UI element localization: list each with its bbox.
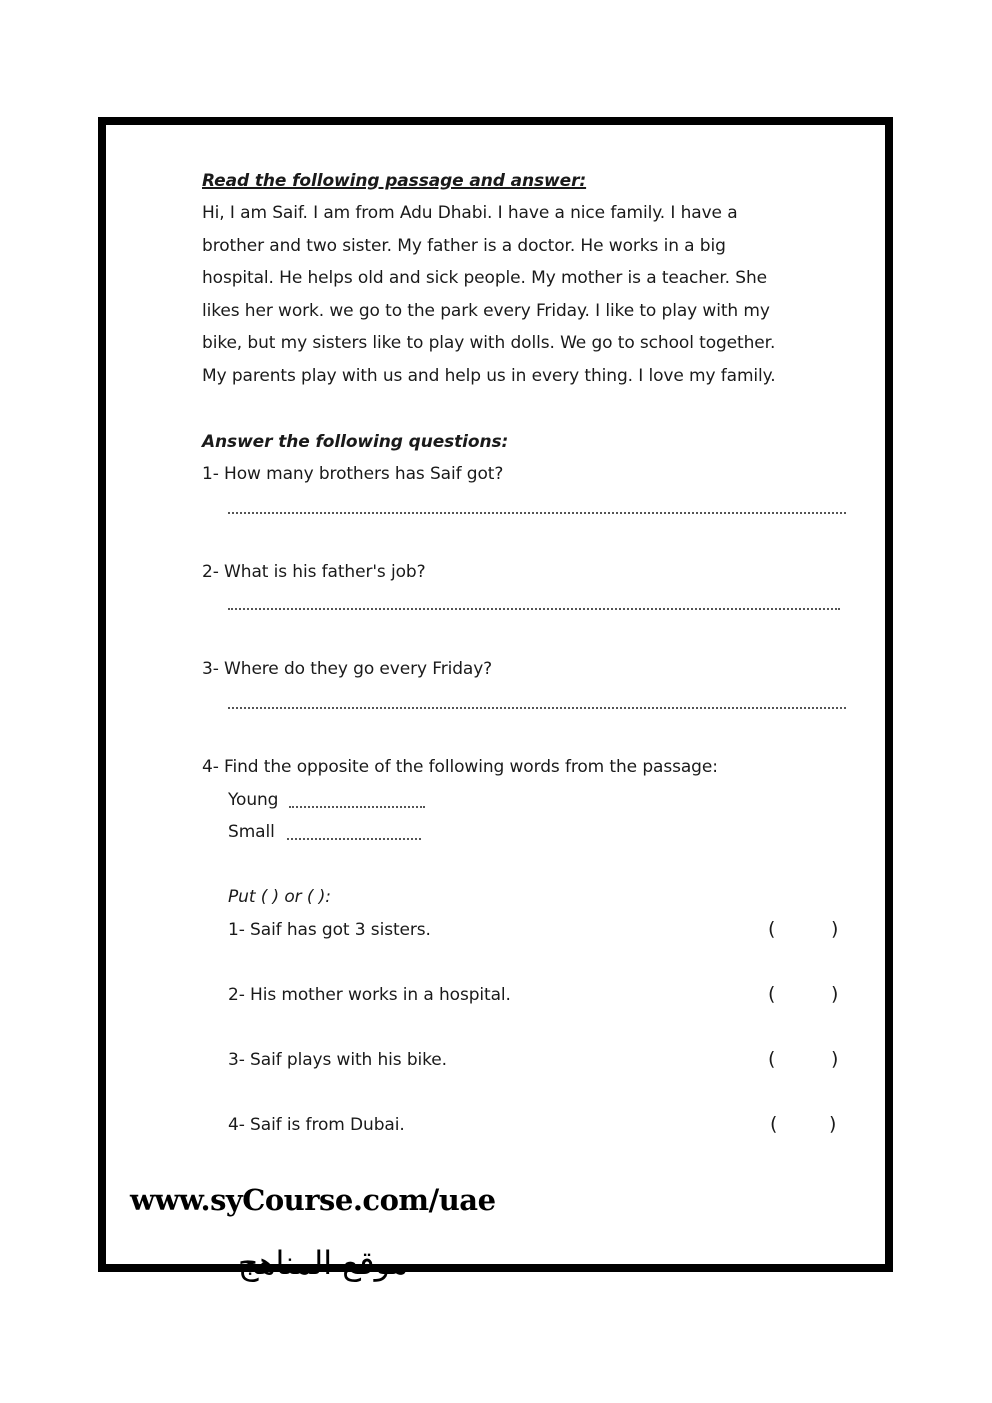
passage-line: bike, but my sisters like to play with dolls. We go to school together. bbox=[202, 333, 776, 353]
answer-box-open[interactable]: ( bbox=[770, 1113, 778, 1135]
statement-1: 1- Saif has got 3 sisters. bbox=[228, 920, 431, 940]
answer-box-close[interactable]: ) bbox=[831, 918, 839, 940]
true-false-heading: Put ( ) or ( ): bbox=[228, 887, 331, 907]
answer-box-close[interactable]: ) bbox=[831, 983, 839, 1005]
question-4: 4- Find the opposite of the following words from the passage: bbox=[202, 757, 718, 777]
answer-line-1[interactable] bbox=[228, 512, 846, 514]
answer-box-open[interactable]: ( bbox=[768, 918, 776, 940]
opposite-answer-young[interactable] bbox=[289, 806, 425, 808]
passage-line: likes her work. we go to the park every Friday. I like to play with my bbox=[202, 301, 770, 321]
question-3: 3- Where do they go every Friday? bbox=[202, 659, 493, 679]
website-url: www.syCourse.com/uae bbox=[130, 1183, 496, 1217]
statement-4: 4- Saif is from Dubai. bbox=[228, 1115, 405, 1135]
passage-line: My parents play with us and help us in every thing. I love my family. bbox=[202, 366, 776, 386]
statement-3: 3- Saif plays with his bike. bbox=[228, 1050, 447, 1070]
answer-box-close[interactable]: ) bbox=[831, 1048, 839, 1070]
answer-box-open[interactable]: ( bbox=[768, 983, 776, 1005]
answer-box-close[interactable]: ) bbox=[829, 1113, 837, 1135]
question-2: 2- What is his father's job? bbox=[202, 562, 426, 582]
answer-line-2[interactable] bbox=[228, 608, 840, 610]
opposite-word-small: Small bbox=[228, 822, 275, 842]
opposite-word-young: Young bbox=[228, 790, 279, 810]
questions-heading: Answer the following questions: bbox=[202, 432, 509, 452]
passage-line: Hi, I am Saif. I am from Adu Dhabi. I have a nice family. I have a bbox=[202, 203, 738, 223]
opposite-answer-small[interactable] bbox=[287, 838, 421, 840]
arabic-site-name: موقع المناهج bbox=[238, 1244, 409, 1282]
passage-line: hospital. He helps old and sick people. My mother is a teacher. She bbox=[202, 268, 768, 288]
passage-line: brother and two sister. My father is a doctor. He works in a big bbox=[202, 236, 726, 256]
question-1: 1- How many brothers has Saif got? bbox=[202, 464, 504, 484]
page-border bbox=[98, 117, 893, 1272]
answer-box-open[interactable]: ( bbox=[768, 1048, 776, 1070]
answer-line-3[interactable] bbox=[228, 707, 846, 709]
statement-2: 2- His mother works in a hospital. bbox=[228, 985, 511, 1005]
passage-heading: Read the following passage and answer: bbox=[202, 171, 587, 191]
